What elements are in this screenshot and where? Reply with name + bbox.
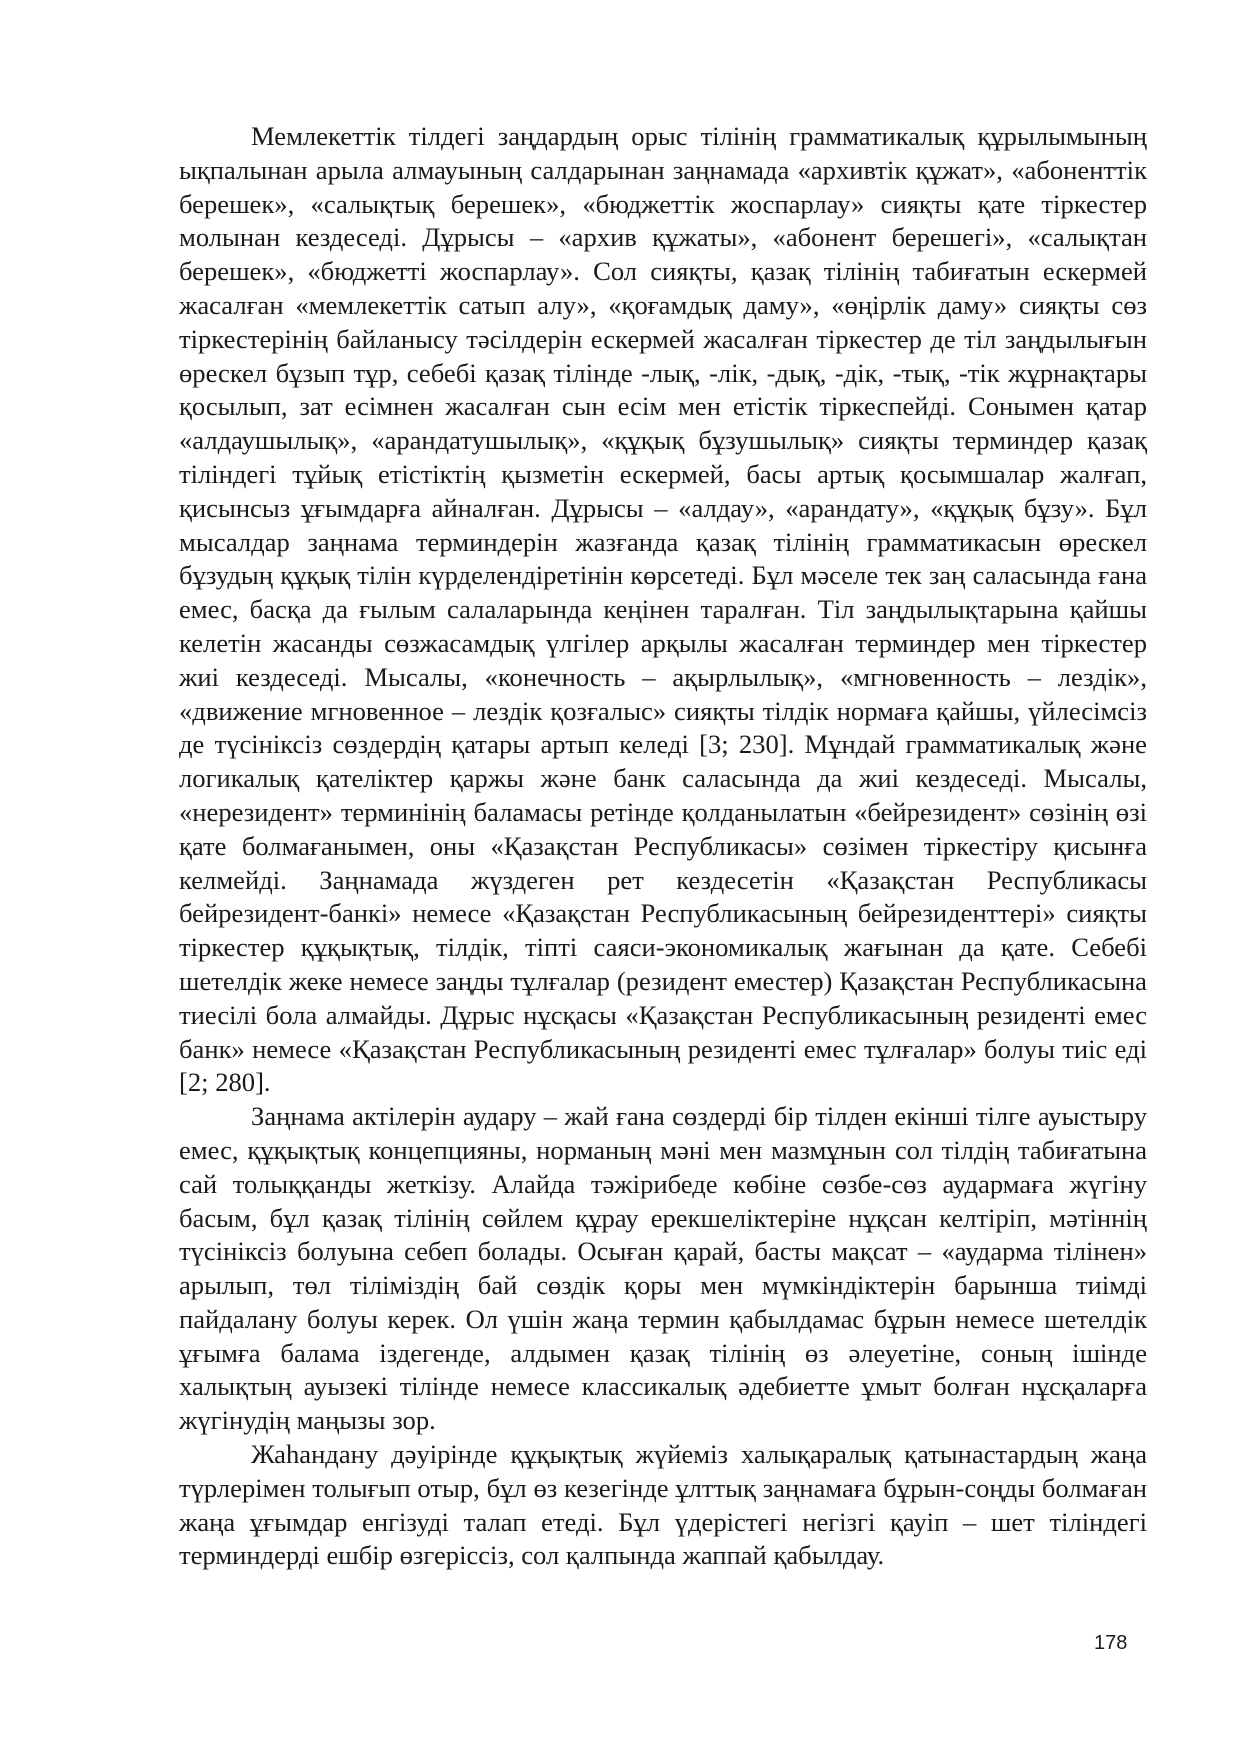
document-body (179, 120, 1147, 1573)
paragraph-3: Жаһандану дәуірінде құқықтық жүйеміз халықаралық қатынастардың жаңа түрлерімен толығып отыр, бұл өз кезегінде ұлттық заңнамаға бұрын-соңды болмаған жаңа ұғымдар енгізуді талап етеді. Бұл үдерістегі негізгі қауіп – шет тіліндегі терминдерді ешбір өзгеріссіз, сол қалпында жаппай қабылдау. (179, 1439, 1147, 1571)
paragraph-1: Мемлекеттік тілдегі заңдардың орыс тілінің грамматикалық құрылымының ықпалынан арыла алмауының салдарынан заңнамада «архивтік құжат», «абоненттік берешек», «салықтық берешек», «бюджеттік жоспарлау» сияқты қате тіркестер молынан кездеседі. Дұрысы – «архив құжаты», «абонент берешегі», «салықтан берешек», «бюджетті жоспарлау». Сол сияқты, қазақ тілінің табиғатын ескермей жасалған «мемлекеттік сатып алу», «қоғамдық даму», «өңірлік даму» сияқты сөз тіркестерінің байланысу тәсілдерін ескермей жасалған тіркестер де тіл заңдылығын өрескел бұзып тұр, себебі қазақ тілінде -лық, -лік, -дық, -дік, -тық, -тік жұрнақтары қосылып, зат есімнен жасалған сын есім мен етістік тіркеспейді. Сонымен қатар «алдаушылық», «арандатушылық», «құқық бұзушылық» сияқты терминдер қазақ тіліндегі тұйық етістіктің қызметін ескермей, басы артық қосымшалар жалғап, қисынсыз ұғымдарға айналған. Дұрысы – «алдау», «арандату», «құқық бұзу». Бұл мысалдар заңнама терминдерін жазғанда қазақ тілінің грамматикасын өрескел бұзудың құқық тілін күрделендіретінін көрсетеді. Бұл мәселе тек заң саласында ғана емес, басқа да ғылым салаларында кеңінен таралған. Тіл заңдылықтарына қайшы келетін жасанды сөзжасамдық үлгілер арқылы жасалған терминдер мен тіркестер жиі кездеседі. Мысалы, «конечность – ақырлылық», «мгновенность – лездік», «движение мгновенное – лездік қозғалыс» сияқты тілдік нормаға қайшы, үйлесімсіз де түсініксіз сөздердің қатары артып келеді [3; 230]. Мұндай грамматикалық және логикалық қателіктер қаржы және банк саласында да жиі кездеседі. Мысалы, «нерезидент» терминінің баламасы ретінде қолданылатын «бейрезидент» сөзінің өзі қате болмағанымен, оны «Қазақстан Республикасы» сөзімен тіркестіру қисынға келмейді. Заңнамада жүздеген рет кездесетін «Қазақстан Республикасы бейрезидент-банкі» немесе «Қазақстан Республикасының бейрезиденттері» сияқты тіркестер құқықтық, тілдік, тіпті саяси-экономикалық жағынан да қате. Себебі шетелдік жеке немесе заңды тұлғалар (резидент еместер) Қазақстан Республикасына тиесілі бола алмайды. Дұрыс нұсқасы «Қазақстан Республикасының резиденті емес банк» немесе «Қазақстан Республикасының резиденті емес тұлғалар» болуы тиіс еді [2; 280]. (179, 121, 1147, 1098)
paragraph-2: Заңнама актілерін аудару – жай ғана сөздерді бір тілден екінші тілге ауыстыру емес, құқықтық концепцияны, норманың мәні мен мазмұнын сол тілдің табиғатына сай толыққанды жеткізу. Алайда тәжірибеде көбіне сөзбе-сөз аудармаға жүгіну басым, бұл қазақ тілінің сөйлем құрау ерекшеліктеріне нұқсан келтіріп, мәтіннің түсініксіз болуына себеп болады. Осыған қарай, басты мақсат – «аударма тілінен» арылып, төл тіліміздің бай сөздік қоры мен мүмкіндіктерін барынша тиімді пайдалану болуы керек. Ол үшін жаңа термин қабылдамас бұрын немесе шетелдік ұғымға балама іздегенде, алдымен қазақ тілінің өз әлеуетіне, соның ішінде халықтың ауызекі тілінде немесе классикалық әдебиетте ұмыт болған нұсқаларға жүгінудің маңызы зор. (179, 1101, 1147, 1436)
page-number: 178 (1094, 1632, 1128, 1654)
